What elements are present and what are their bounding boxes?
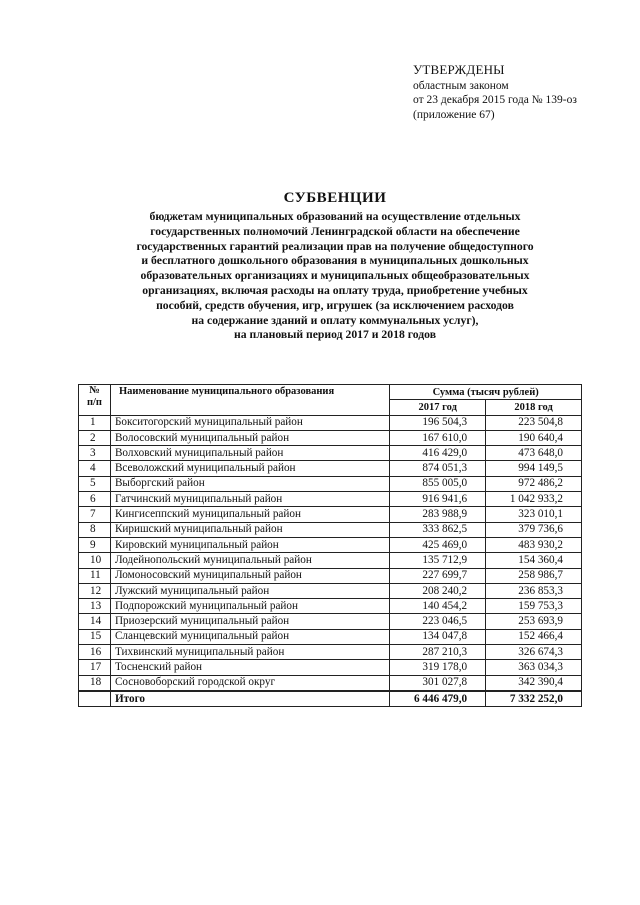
table-row <box>79 492 582 507</box>
table-row <box>79 583 582 598</box>
row-2018: 1 042 933,2 <box>486 492 582 507</box>
row-number: 1 <box>79 415 111 430</box>
row-2017: 140 454,2 <box>390 599 486 614</box>
row-number: 5 <box>79 476 111 491</box>
title-line: образовательных организациях и муниципальных общеобразовательных <box>140 269 530 283</box>
row-2017: 287 210,3 <box>390 645 486 660</box>
row-number: 16 <box>79 645 111 660</box>
row-2018: 972 486,2 <box>486 476 582 491</box>
row-number: 4 <box>79 461 111 476</box>
row-name: Волосовский муниципальный район <box>110 430 389 445</box>
table-row <box>79 568 582 583</box>
approval-line-1: областным законом <box>413 79 509 92</box>
row-name: Волховский муниципальный район <box>110 446 389 461</box>
title-line: пособий, средств обучения, игр, игрушек (за исключением расходов <box>156 298 514 312</box>
row-2017: 425 469,0 <box>390 537 486 552</box>
row-name: Выборгский район <box>110 476 389 491</box>
approval-line-2: от 23 декабря 2015 года № 139-оз <box>413 94 577 106</box>
row-2018: 253 693,9 <box>486 614 582 629</box>
row-2017: 916 941,6 <box>390 492 486 507</box>
row-number: 9 <box>79 537 111 552</box>
table-row <box>79 415 582 430</box>
table-row <box>79 476 582 491</box>
row-number: 7 <box>79 507 111 522</box>
row-2017: 855 005,0 <box>390 476 486 491</box>
row-2017: 135 712,9 <box>390 553 486 568</box>
row-number: 3 <box>79 446 111 461</box>
row-name: Тихвинский муниципальный район <box>110 645 389 660</box>
row-name: Лодейнопольский муниципальный район <box>110 553 389 568</box>
row-2018: 236 853,3 <box>486 583 582 598</box>
title-line: на содержание зданий и оплату коммунальных услуг), <box>191 313 479 327</box>
row-2017: 196 504,3 <box>390 415 486 430</box>
row-2017: 319 178,0 <box>390 660 486 675</box>
table-row <box>79 660 582 675</box>
row-name: Кингисеппский муниципальный район <box>110 507 389 522</box>
subventions-table <box>78 384 582 707</box>
row-2017: 167 610,0 <box>390 430 486 445</box>
table-row <box>79 629 582 644</box>
row-name: Тосненский район <box>110 660 389 675</box>
row-number: 18 <box>79 675 111 691</box>
row-2018: 326 674,3 <box>486 645 582 660</box>
title-line: государственных полномочий Ленинградской области на обеспечение <box>150 224 520 238</box>
total-label: Итого <box>110 691 389 707</box>
row-number: 6 <box>79 492 111 507</box>
row-2018: 159 753,3 <box>486 599 582 614</box>
table-row <box>79 675 582 691</box>
title-line: государственных гарантий реализации прав на получение общедоступного <box>136 239 534 253</box>
title-line: на плановый период 2017 и 2018 годов <box>233 328 437 342</box>
row-number: 12 <box>79 583 111 598</box>
row-2018: 223 504,8 <box>486 415 582 430</box>
row-name: Лужский муниципальный район <box>110 583 389 598</box>
row-number: 13 <box>79 599 111 614</box>
row-number: 11 <box>79 568 111 583</box>
approval-line-3: (приложение 67) <box>413 108 495 121</box>
approval-head: УТВЕРЖДЕНЫ <box>413 62 505 77</box>
row-2017: 283 988,9 <box>390 507 486 522</box>
table-row <box>79 599 582 614</box>
row-2017: 227 699,7 <box>390 568 486 583</box>
col-number-header: № п/п <box>79 385 111 416</box>
row-2017: 416 429,0 <box>390 446 486 461</box>
approval-stamp <box>413 63 633 122</box>
row-2018: 342 390,4 <box>486 675 582 691</box>
row-name: Сланцевский муниципальный район <box>110 629 389 644</box>
table-row <box>79 461 582 476</box>
row-name: Всеволожский муниципальный район <box>110 461 389 476</box>
row-name: Сосновоборский городской округ <box>110 675 389 691</box>
row-2018: 258 986,7 <box>486 568 582 583</box>
title-main: СУБВЕНЦИИ <box>283 190 387 206</box>
row-name: Подпорожский муниципальный район <box>110 599 389 614</box>
title-line: организациях, включая расходы на оплату труда, приобретение учебных <box>142 283 528 297</box>
table-row <box>79 507 582 522</box>
row-2018: 363 034,3 <box>486 660 582 675</box>
document-title <box>70 190 600 343</box>
row-2017: 223 046,5 <box>390 614 486 629</box>
row-2018: 323 010,1 <box>486 507 582 522</box>
row-number: 10 <box>79 553 111 568</box>
row-number: 15 <box>79 629 111 644</box>
table-row <box>79 522 582 537</box>
row-number: 2 <box>79 430 111 445</box>
row-2018: 483 930,2 <box>486 537 582 552</box>
row-name: Бокситогорский муниципальный район <box>110 415 389 430</box>
total-row <box>79 691 582 707</box>
total-2018: 7 332 252,0 <box>486 691 582 707</box>
row-2018: 379 736,6 <box>486 522 582 537</box>
row-2018: 152 466,4 <box>486 629 582 644</box>
title-line: бюджетам муниципальных образований на осуществление отдельных <box>149 210 521 223</box>
col-sum-header: Сумма (тысяч рублей) <box>390 385 582 400</box>
row-2017: 208 240,2 <box>390 583 486 598</box>
table-row <box>79 645 582 660</box>
table-row <box>79 614 582 629</box>
row-2017: 134 047,8 <box>390 629 486 644</box>
row-name: Гатчинский муниципальный район <box>110 492 389 507</box>
table-row <box>79 446 582 461</box>
row-2017: 333 862,5 <box>390 522 486 537</box>
row-number: 17 <box>79 660 111 675</box>
title-line: и бесплатного дошкольного образования в муниципальных дошкольных <box>141 254 529 268</box>
row-2018: 473 648,0 <box>486 446 582 461</box>
row-2018: 190 640,4 <box>486 430 582 445</box>
table-row <box>79 430 582 445</box>
total-2017: 6 446 479,0 <box>390 691 486 707</box>
row-name: Ломоносовский муниципальный район <box>110 568 389 583</box>
row-2018: 154 360,4 <box>486 553 582 568</box>
row-number: 14 <box>79 614 111 629</box>
row-2017: 874 051,3 <box>390 461 486 476</box>
col-2018-header: 2018 год <box>486 400 582 415</box>
row-2018: 994 149,5 <box>486 461 582 476</box>
row-name: Киришский муниципальный район <box>110 522 389 537</box>
table-row <box>79 553 582 568</box>
row-number: 8 <box>79 522 111 537</box>
row-name: Приозерский муниципальный район <box>110 614 389 629</box>
row-name: Кировский муниципальный район <box>110 537 389 552</box>
col-name-header: Наименование муниципального образования <box>110 385 389 416</box>
row-2017: 301 027,8 <box>390 675 486 691</box>
col-2017-header: 2017 год <box>390 400 486 415</box>
table-row <box>79 537 582 552</box>
